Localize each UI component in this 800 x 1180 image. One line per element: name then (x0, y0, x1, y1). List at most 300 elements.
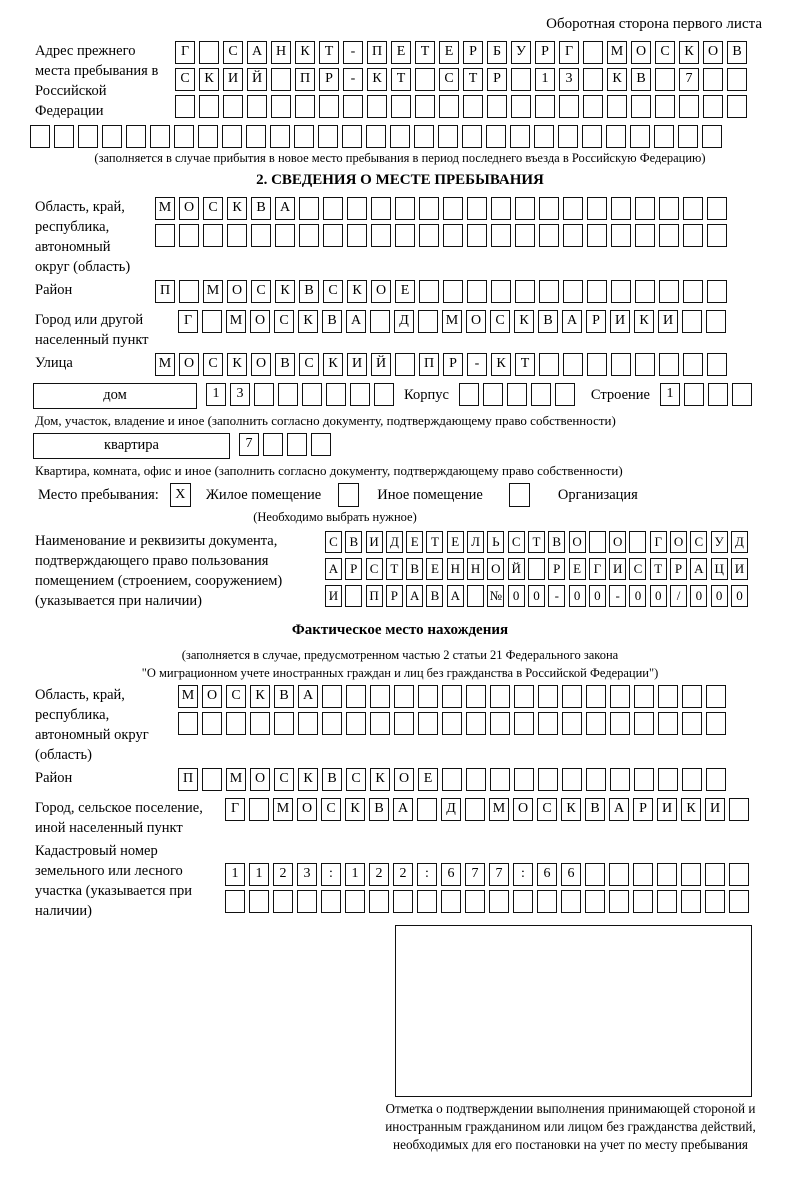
char-box[interactable] (391, 95, 411, 118)
char-box[interactable] (393, 890, 413, 913)
char-box[interactable] (658, 768, 678, 791)
char-box[interactable]: И (705, 798, 725, 821)
char-box[interactable] (563, 224, 583, 247)
char-box[interactable]: Т (415, 41, 435, 64)
char-box[interactable] (271, 68, 291, 91)
char-box[interactable] (418, 685, 438, 708)
document-row-3[interactable] (325, 585, 751, 608)
char-box[interactable] (563, 280, 583, 303)
char-box[interactable] (371, 197, 391, 220)
char-box[interactable] (611, 224, 631, 247)
char-box[interactable]: И (347, 353, 367, 376)
char-box[interactable]: О (179, 197, 199, 220)
char-box[interactable] (606, 125, 626, 148)
char-box[interactable]: С (655, 41, 675, 64)
actual-city-row[interactable] (225, 798, 753, 821)
char-box[interactable] (419, 224, 439, 247)
char-box[interactable] (350, 383, 370, 406)
char-box[interactable] (631, 95, 651, 118)
char-box[interactable] (659, 197, 679, 220)
char-box[interactable] (562, 712, 582, 735)
char-box[interactable] (467, 224, 487, 247)
char-box[interactable]: 7 (239, 433, 259, 456)
char-box[interactable]: К (514, 310, 534, 333)
char-box[interactable]: 2 (369, 863, 389, 886)
char-box[interactable] (539, 280, 559, 303)
char-box[interactable]: В (275, 353, 295, 376)
char-box[interactable] (251, 224, 271, 247)
char-box[interactable]: О (513, 798, 533, 821)
char-box[interactable] (346, 685, 366, 708)
char-box[interactable] (374, 383, 394, 406)
char-box[interactable] (78, 125, 98, 148)
char-box[interactable] (347, 224, 367, 247)
char-box[interactable] (610, 768, 630, 791)
district-row[interactable] (155, 280, 731, 303)
char-box[interactable] (635, 197, 655, 220)
char-box[interactable]: Р (535, 41, 555, 64)
char-box[interactable] (707, 280, 727, 303)
char-box[interactable]: С (299, 353, 319, 376)
char-box[interactable] (683, 197, 703, 220)
char-box[interactable]: С (203, 353, 223, 376)
char-box[interactable] (611, 353, 631, 376)
char-box[interactable] (462, 125, 482, 148)
char-box[interactable] (311, 433, 331, 456)
char-box[interactable]: В (274, 685, 294, 708)
char-box[interactable]: Р (670, 558, 687, 580)
char-box[interactable] (390, 125, 410, 148)
char-box[interactable] (198, 125, 218, 148)
actual-region-row-2[interactable] (178, 712, 730, 735)
char-box[interactable] (345, 890, 365, 913)
char-box[interactable] (199, 41, 219, 64)
char-box[interactable]: Ь (487, 531, 504, 553)
char-box[interactable] (467, 280, 487, 303)
char-box[interactable] (247, 95, 267, 118)
char-box[interactable] (707, 224, 727, 247)
char-box[interactable]: И (609, 558, 626, 580)
char-box[interactable] (270, 125, 290, 148)
char-box[interactable]: К (681, 798, 701, 821)
char-box[interactable]: С (490, 310, 510, 333)
char-box[interactable]: П (155, 280, 175, 303)
char-box[interactable] (611, 197, 631, 220)
char-box[interactable] (490, 685, 510, 708)
char-box[interactable]: И (223, 68, 243, 91)
char-box[interactable]: 0 (589, 585, 606, 607)
char-box[interactable] (635, 224, 655, 247)
char-box[interactable]: В (251, 197, 271, 220)
char-box[interactable]: С (321, 798, 341, 821)
char-box[interactable]: : (321, 863, 341, 886)
char-box[interactable]: Д (731, 531, 748, 553)
char-box[interactable] (684, 383, 704, 406)
char-box[interactable] (583, 95, 603, 118)
char-box[interactable] (539, 353, 559, 376)
char-box[interactable] (583, 41, 603, 64)
char-box[interactable]: Т (528, 531, 545, 553)
char-box[interactable] (223, 95, 243, 118)
char-box[interactable] (326, 383, 346, 406)
char-box[interactable] (442, 685, 462, 708)
char-box[interactable] (629, 531, 646, 553)
char-box[interactable] (610, 712, 630, 735)
char-box[interactable]: А (406, 585, 423, 607)
house-name-box[interactable]: дом (33, 383, 197, 409)
char-box[interactable]: А (690, 558, 707, 580)
char-box[interactable]: Н (467, 558, 484, 580)
char-box[interactable]: С (251, 280, 271, 303)
char-box[interactable] (345, 585, 362, 607)
char-box[interactable] (463, 95, 483, 118)
char-box[interactable] (655, 68, 675, 91)
char-box[interactable] (287, 433, 307, 456)
char-box[interactable] (538, 685, 558, 708)
char-box[interactable] (702, 125, 722, 148)
char-box[interactable]: : (417, 863, 437, 886)
char-box[interactable]: Г (650, 531, 667, 553)
char-box[interactable]: П (367, 41, 387, 64)
char-box[interactable] (466, 712, 486, 735)
char-box[interactable]: А (562, 310, 582, 333)
char-box[interactable] (586, 685, 606, 708)
char-box[interactable] (415, 95, 435, 118)
char-box[interactable]: А (609, 798, 629, 821)
char-box[interactable] (682, 310, 702, 333)
char-box[interactable] (515, 224, 535, 247)
char-box[interactable] (199, 95, 219, 118)
char-box[interactable]: К (199, 68, 219, 91)
char-box[interactable] (708, 383, 728, 406)
char-box[interactable]: М (155, 197, 175, 220)
char-box[interactable] (683, 224, 703, 247)
korpus-boxes[interactable] (459, 383, 579, 406)
char-box[interactable] (611, 280, 631, 303)
char-box[interactable]: В (548, 531, 565, 553)
char-box[interactable]: 6 (441, 863, 461, 886)
previous-address-row-3[interactable] (175, 95, 751, 118)
char-box[interactable] (634, 712, 654, 735)
char-box[interactable] (225, 890, 245, 913)
cadastral-row-2[interactable] (225, 890, 753, 913)
char-box[interactable] (441, 890, 461, 913)
char-box[interactable]: 0 (528, 585, 545, 607)
char-box[interactable] (681, 890, 701, 913)
char-box[interactable] (630, 125, 650, 148)
char-box[interactable] (587, 224, 607, 247)
char-box[interactable]: К (634, 310, 654, 333)
char-box[interactable]: С (690, 531, 707, 553)
char-box[interactable] (491, 280, 511, 303)
char-box[interactable]: / (670, 585, 687, 607)
char-box[interactable]: О (487, 558, 504, 580)
char-box[interactable] (659, 353, 679, 376)
char-box[interactable] (483, 383, 503, 406)
char-box[interactable]: 7 (679, 68, 699, 91)
char-box[interactable]: О (179, 353, 199, 376)
char-box[interactable]: А (447, 585, 464, 607)
char-box[interactable] (634, 685, 654, 708)
char-box[interactable]: К (323, 353, 343, 376)
char-box[interactable] (729, 863, 749, 886)
char-box[interactable]: Е (426, 558, 443, 580)
char-box[interactable] (347, 197, 367, 220)
char-box[interactable]: Е (569, 558, 586, 580)
actual-region-row-1[interactable] (178, 685, 730, 708)
char-box[interactable] (418, 712, 438, 735)
char-box[interactable] (659, 280, 679, 303)
char-box[interactable] (562, 685, 582, 708)
char-box[interactable] (371, 224, 391, 247)
char-box[interactable]: В (322, 768, 342, 791)
char-box[interactable]: 1 (225, 863, 245, 886)
char-box[interactable] (561, 890, 581, 913)
char-box[interactable]: С (223, 41, 243, 64)
char-box[interactable]: 0 (711, 585, 728, 607)
char-box[interactable] (417, 798, 437, 821)
char-box[interactable]: А (298, 685, 318, 708)
char-box[interactable] (299, 224, 319, 247)
char-box[interactable] (511, 68, 531, 91)
char-box[interactable]: П (295, 68, 315, 91)
char-box[interactable] (583, 68, 603, 91)
char-box[interactable] (467, 197, 487, 220)
char-box[interactable] (466, 685, 486, 708)
char-box[interactable]: А (325, 558, 342, 580)
char-box[interactable] (442, 768, 462, 791)
char-box[interactable] (322, 712, 342, 735)
char-box[interactable]: К (679, 41, 699, 64)
char-box[interactable]: Е (406, 531, 423, 553)
char-box[interactable]: 3 (230, 383, 250, 406)
char-box[interactable]: 0 (629, 585, 646, 607)
char-box[interactable] (102, 125, 122, 148)
char-box[interactable] (513, 890, 533, 913)
char-box[interactable]: П (366, 585, 383, 607)
char-box[interactable] (535, 95, 555, 118)
cadastral-row-1[interactable] (225, 863, 753, 886)
char-box[interactable]: М (489, 798, 509, 821)
char-box[interactable]: О (631, 41, 651, 64)
char-box[interactable]: В (727, 41, 747, 64)
char-box[interactable] (539, 224, 559, 247)
char-box[interactable]: Т (515, 353, 535, 376)
char-box[interactable]: У (511, 41, 531, 64)
char-box[interactable] (589, 531, 606, 553)
char-box[interactable]: К (491, 353, 511, 376)
char-box[interactable]: М (273, 798, 293, 821)
char-box[interactable] (610, 685, 630, 708)
char-box[interactable] (275, 224, 295, 247)
char-box[interactable] (202, 310, 222, 333)
char-box[interactable] (394, 712, 414, 735)
char-box[interactable] (587, 353, 607, 376)
char-box[interactable]: Р (633, 798, 653, 821)
char-box[interactable]: С (226, 685, 246, 708)
char-box[interactable]: Е (447, 531, 464, 553)
char-box[interactable] (298, 712, 318, 735)
char-box[interactable]: С (439, 68, 459, 91)
char-box[interactable]: Т (463, 68, 483, 91)
char-box[interactable]: Е (439, 41, 459, 64)
char-box[interactable] (659, 224, 679, 247)
char-box[interactable] (466, 768, 486, 791)
char-box[interactable] (559, 95, 579, 118)
char-box[interactable]: М (226, 768, 246, 791)
char-box[interactable]: 0 (690, 585, 707, 607)
char-box[interactable]: О (250, 310, 270, 333)
char-box[interactable]: Г (559, 41, 579, 64)
char-box[interactable]: О (670, 531, 687, 553)
char-box[interactable]: М (203, 280, 223, 303)
char-box[interactable] (443, 197, 463, 220)
char-box[interactable]: 1 (249, 863, 269, 886)
char-box[interactable]: В (369, 798, 389, 821)
char-box[interactable]: О (703, 41, 723, 64)
char-box[interactable]: И (325, 585, 342, 607)
char-box[interactable] (226, 712, 246, 735)
char-box[interactable]: М (607, 41, 627, 64)
previous-address-row-1[interactable] (175, 41, 751, 64)
char-box[interactable]: Т (650, 558, 667, 580)
char-box[interactable] (538, 768, 558, 791)
char-box[interactable]: Д (441, 798, 461, 821)
char-box[interactable] (633, 890, 653, 913)
char-box[interactable] (634, 768, 654, 791)
char-box[interactable] (322, 685, 342, 708)
char-box[interactable] (511, 95, 531, 118)
char-box[interactable] (729, 798, 749, 821)
char-box[interactable] (703, 68, 723, 91)
char-box[interactable]: Р (386, 585, 403, 607)
checkbox-other-premises[interactable] (338, 483, 359, 507)
char-box[interactable]: С (274, 310, 294, 333)
char-box[interactable] (490, 712, 510, 735)
char-box[interactable]: О (202, 685, 222, 708)
char-box[interactable] (707, 353, 727, 376)
char-box[interactable] (443, 224, 463, 247)
char-box[interactable] (679, 95, 699, 118)
char-box[interactable] (490, 768, 510, 791)
char-box[interactable]: - (548, 585, 565, 607)
char-box[interactable]: И (366, 531, 383, 553)
char-box[interactable] (366, 125, 386, 148)
char-box[interactable] (254, 383, 274, 406)
char-box[interactable]: Т (386, 558, 403, 580)
char-box[interactable]: 1 (206, 383, 226, 406)
char-box[interactable] (609, 890, 629, 913)
char-box[interactable]: Г (589, 558, 606, 580)
char-box[interactable] (486, 125, 506, 148)
char-box[interactable] (678, 125, 698, 148)
char-box[interactable]: А (393, 798, 413, 821)
char-box[interactable]: Т (426, 531, 443, 553)
char-box[interactable]: О (569, 531, 586, 553)
char-box[interactable]: И (610, 310, 630, 333)
char-box[interactable]: Т (391, 68, 411, 91)
char-box[interactable]: Р (319, 68, 339, 91)
char-box[interactable]: К (298, 768, 318, 791)
char-box[interactable]: Й (508, 558, 525, 580)
char-box[interactable]: С (175, 68, 195, 91)
char-box[interactable]: Р (548, 558, 565, 580)
char-box[interactable] (655, 95, 675, 118)
char-box[interactable] (417, 890, 437, 913)
char-box[interactable] (487, 95, 507, 118)
street-row[interactable] (155, 353, 731, 376)
char-box[interactable]: 3 (559, 68, 579, 91)
char-box[interactable]: С (323, 280, 343, 303)
char-box[interactable]: И (657, 798, 677, 821)
char-box[interactable] (705, 890, 725, 913)
char-box[interactable] (439, 95, 459, 118)
char-box[interactable] (323, 197, 343, 220)
char-box[interactable]: П (178, 768, 198, 791)
char-box[interactable] (319, 95, 339, 118)
char-box[interactable]: О (394, 768, 414, 791)
char-box[interactable] (370, 685, 390, 708)
char-box[interactable] (263, 433, 283, 456)
char-box[interactable] (443, 280, 463, 303)
char-box[interactable]: А (346, 310, 366, 333)
char-box[interactable]: 1 (535, 68, 555, 91)
char-box[interactable] (442, 712, 462, 735)
char-box[interactable] (705, 863, 725, 886)
stroenie-boxes[interactable] (660, 383, 756, 406)
char-box[interactable] (727, 68, 747, 91)
char-box[interactable] (586, 712, 606, 735)
char-box[interactable]: 2 (273, 863, 293, 886)
char-box[interactable]: Р (463, 41, 483, 64)
char-box[interactable] (295, 95, 315, 118)
char-box[interactable] (538, 712, 558, 735)
char-box[interactable]: - (609, 585, 626, 607)
char-box[interactable]: Р (443, 353, 463, 376)
char-box[interactable]: М (155, 353, 175, 376)
document-row-1[interactable] (325, 531, 751, 554)
char-box[interactable] (465, 890, 485, 913)
char-box[interactable] (727, 95, 747, 118)
char-box[interactable]: П (419, 353, 439, 376)
char-box[interactable]: К (250, 685, 270, 708)
char-box[interactable] (222, 125, 242, 148)
char-box[interactable]: К (607, 68, 627, 91)
char-box[interactable] (587, 280, 607, 303)
char-box[interactable] (302, 383, 322, 406)
char-box[interactable]: В (426, 585, 443, 607)
char-box[interactable] (395, 197, 415, 220)
char-box[interactable] (582, 125, 602, 148)
region-row-2[interactable] (155, 224, 731, 247)
char-box[interactable] (706, 310, 726, 333)
char-box[interactable]: Р (487, 68, 507, 91)
char-box[interactable]: Ц (711, 558, 728, 580)
char-box[interactable]: С (325, 531, 342, 553)
char-box[interactable] (635, 280, 655, 303)
char-box[interactable] (203, 224, 223, 247)
char-box[interactable] (370, 712, 390, 735)
char-box[interactable] (465, 798, 485, 821)
char-box[interactable]: Н (271, 41, 291, 64)
char-box[interactable]: Р (586, 310, 606, 333)
char-box[interactable] (706, 685, 726, 708)
char-box[interactable] (539, 197, 559, 220)
char-box[interactable]: О (227, 280, 247, 303)
char-box[interactable] (585, 890, 605, 913)
char-box[interactable] (706, 712, 726, 735)
checkbox-residential[interactable]: X (170, 483, 191, 507)
